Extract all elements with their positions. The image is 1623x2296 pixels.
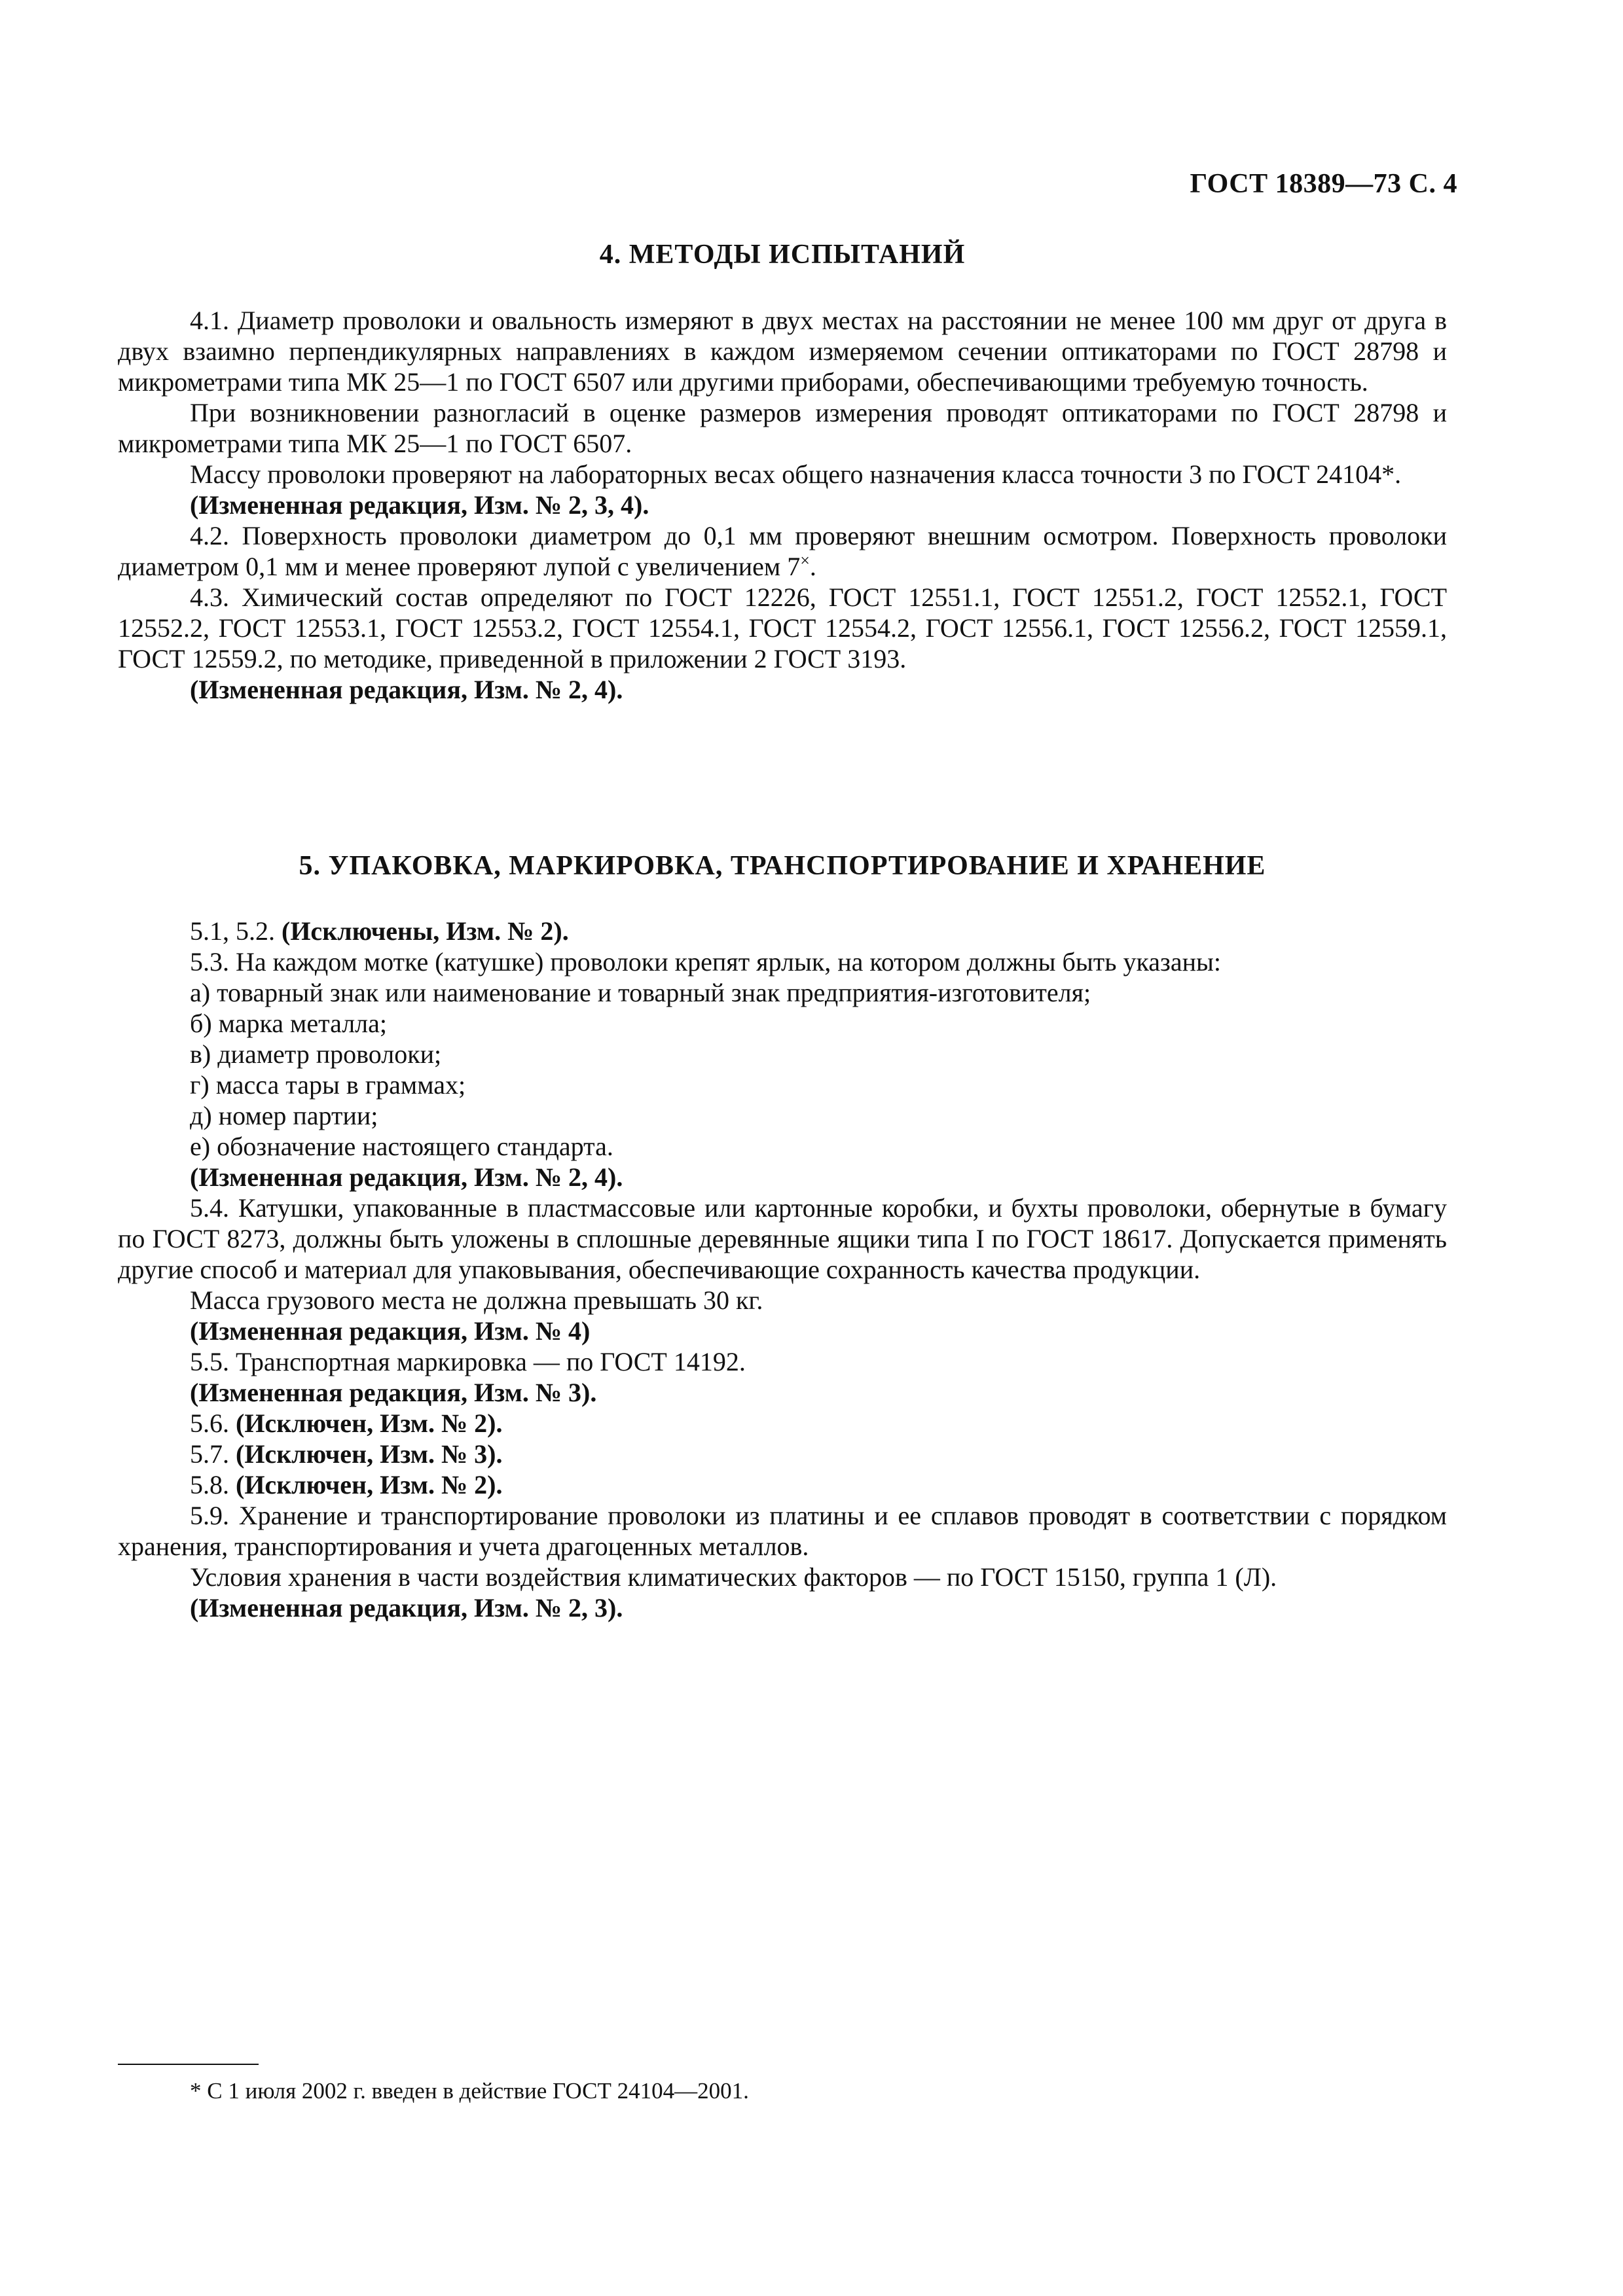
section-4 [118, 240, 1447, 270]
paragraph-4-2-text: 4.2. Поверхность проволоки диаметром до 0,1 мм проверяют внешним осмотром. Поверхность проволоки диаметром 0,1 мм и менее проверяют лупой с увеличением 7 [118, 521, 1447, 581]
footnote-divider [118, 2064, 259, 2065]
magnification-sign: × [800, 551, 810, 570]
paragraph-5-3: 5.3. На каждом мотке (катушке) проволоки крепят ярлык, на котором должны быть указаны: [190, 947, 1221, 977]
paragraph-4-1: 4.1. Диаметр проволоки и овальность измеряют в двух местах на расстоянии не менее 100 мм друг от друга в двух взаимно перпендикулярных направлениях в каждом измеряемом сечении оптикаторами по ГОСТ 28798 и микрометрами типа МК 25—1 по ГОСТ 6507 или другими приборами, обеспечивающими требуемую точность. [118, 306, 1447, 397]
footnote: * С 1 июля 2002 г. введен в действие ГОСТ 24104—2001. [190, 2078, 749, 2104]
paragraph-4-1-mass: Массу проволоки проверяют на лабораторных весах общего назначения класса точности 3 по ГОСТ 24104*. [190, 459, 1402, 489]
section-5-title: 5. УПАКОВКА, МАРКИРОВКА, ТРАНСПОРТИРОВАНИЕ И ХРАНЕНИЕ [299, 851, 1266, 881]
list-item: в) диаметр проволоки; [190, 1039, 442, 1069]
amendment-note: (Измененная редакция, Изм. № 4) [190, 1316, 591, 1346]
amendment-note: (Измененная редакция, Изм. № 2, 3, 4). [190, 490, 649, 520]
excluded-note: (Исключен, Изм. № 2). [236, 1408, 503, 1438]
amendment-note: (Измененная редакция, Изм. № 2, 4). [190, 1162, 623, 1192]
paragraph-5-9-conditions: Условия хранения в части воздействия климатических факторов — по ГОСТ 15150, группа 1 (Л). [190, 1562, 1277, 1592]
amendment-note: (Измененная редакция, Изм. № 2, 4). [190, 675, 623, 704]
section-5 [118, 851, 1447, 882]
excluded-note: (Исключен, Изм. № 3). [236, 1439, 503, 1469]
list-item: б) марка металла; [190, 1009, 387, 1038]
paragraph-4-2 [118, 520, 1447, 582]
paragraph-4-2-end: . [809, 552, 816, 581]
excluded-note: (Исключен, Изм. № 2). [236, 1470, 503, 1499]
paragraph-5-8 [118, 1469, 1447, 1500]
paragraph-5-7 [118, 1439, 1447, 1469]
list-item: е) обозначение настоящего стандарта. [190, 1132, 613, 1161]
page-header: ГОСТ 18389—73 С. 4 [1190, 169, 1457, 199]
list-item: а) товарный знак или наименование и товарный знак предприятия-изготовителя; [190, 978, 1091, 1007]
paragraph-number: 5.1, 5.2. [190, 916, 275, 946]
paragraph-number: 5.8. [190, 1470, 229, 1499]
list-item: г) масса тары в граммах; [190, 1070, 466, 1100]
section-4-body [118, 305, 1447, 705]
paragraph-number: 5.6. [190, 1408, 229, 1438]
paragraph-4-1-disputes: При возникновении разногласий в оценке размеров измерения проводят оптикаторами по ГОСТ 28798 и микрометрами типа МК 25—1 по ГОСТ 6507. [118, 398, 1447, 458]
paragraph-5-5: 5.5. Транспортная маркировка — по ГОСТ 14192. [190, 1347, 746, 1376]
section-5-body [118, 916, 1447, 1623]
paragraph-5-1-5-2 [118, 916, 1447, 946]
paragraph-5-4: 5.4. Катушки, упакованные в пластмассовые или картонные коробки, и бухты проволоки, обернутые в бумагу по ГОСТ 8273, должны быть уложены в сплошные деревянные ящики типа I по ГОСТ 18617. Допускается применять другие способ и материал для упаковывания, обеспечивающие сохранность качества продукции. [118, 1193, 1447, 1284]
amendment-note: (Измененная редакция, Изм. № 2, 3). [190, 1593, 623, 1623]
paragraph-number: 5.7. [190, 1439, 229, 1469]
paragraph-4-3: 4.3. Химический состав определяют по ГОСТ 12226, ГОСТ 12551.1, ГОСТ 12551.2, ГОСТ 12552.1, ГОСТ 12552.2, ГОСТ 12553.1, ГОСТ 12553.2, ГОСТ 12554.1, ГОСТ 12554.2, ГОСТ 12556.1, ГОСТ 12556.2, ГОСТ 12559.1, ГОСТ 12559.2, по методике, приведенной в приложении 2 ГОСТ 3193. [118, 583, 1447, 673]
paragraph-5-9: 5.9. Хранение и транспортирование проволоки из платины и ее сплавов проводят в соответствии с порядком хранения, транспортирования и учета драгоценных металлов. [118, 1501, 1447, 1561]
section-4-title: 4. МЕТОДЫ ИСПЫТАНИЙ [599, 240, 966, 270]
excluded-note: (Исключены, Изм. № 2). [282, 916, 569, 946]
list-item: д) номер партии; [190, 1101, 378, 1130]
amendment-note: (Измененная редакция, Изм. № 3). [190, 1378, 597, 1407]
paragraph-5-6 [118, 1408, 1447, 1439]
paragraph-5-4-mass: Масса грузового места не должна превышать 30 кг. [190, 1285, 763, 1315]
